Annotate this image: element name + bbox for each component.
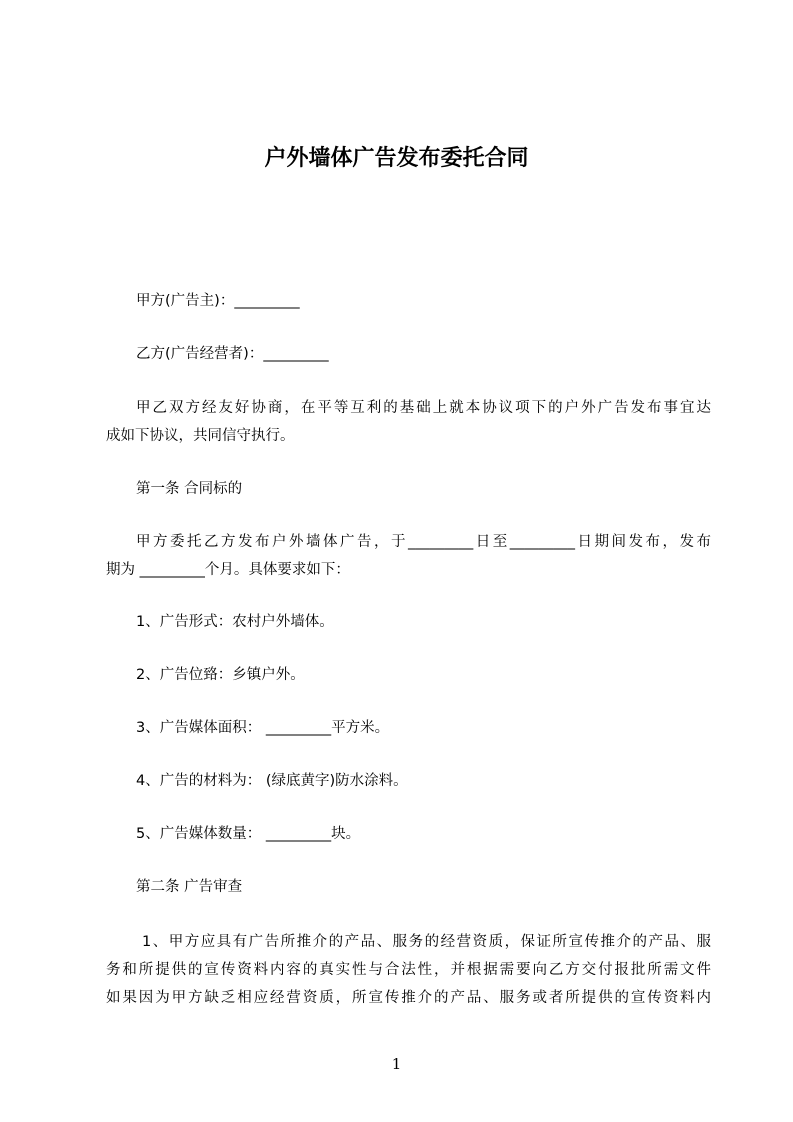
article-2-para-line-3: 如果因为甲方缺乏相应经营资质，所宣传推介的产品、服务或者所提供的宣传资料内 bbox=[106, 990, 711, 1006]
article-1-heading: 第一条 合同标的 bbox=[136, 481, 243, 497]
article-1-para-line-2: 期为 _________个月。具体要求如下： bbox=[106, 562, 350, 578]
requirement-item-4: 4、广告的材料为： (绿底黄字)防水涂料。 bbox=[136, 773, 408, 789]
intro-line-1: 甲乙双方经友好协商，在平等互利的基础上就本协议项下的户外广告发布事宜达 bbox=[136, 400, 711, 416]
article-2-para-line-2: 务和所提供的宣传资料内容的真实性与合法性，并根据需要向乙方交付报批所需文件 bbox=[106, 962, 711, 978]
article-2-heading: 第二条 广告审查 bbox=[136, 879, 243, 895]
article-1-para-line-1: 甲方委托乙方发布户外墙体广告，于_________日至_________日期间发布，发布 bbox=[136, 534, 711, 550]
document-title: 户外墙体广告发布委托合同 bbox=[264, 146, 529, 171]
party-b-line: 乙方(广告经营者)：_________ bbox=[136, 346, 329, 362]
page-number: 1 bbox=[391, 1055, 402, 1073]
requirement-item-3: 3、广告媒体面积： _________平方米。 bbox=[136, 720, 390, 736]
article-2-para-line-1: 1、甲方应具有广告所推介的产品、服务的经营资质，保证所宣传推介的产品、服 bbox=[142, 934, 711, 950]
requirement-item-2: 2、广告位臵：乡镇户外。 bbox=[136, 667, 305, 683]
requirement-item-1: 1、广告形式：农村户外墙体。 bbox=[136, 614, 334, 630]
intro-line-2: 成如下协议，共同信守执行。 bbox=[106, 428, 295, 444]
party-a-line: 甲方(广告主)：_________ bbox=[136, 293, 300, 309]
requirement-item-5: 5、广告媒体数量： _________块。 bbox=[136, 826, 361, 842]
